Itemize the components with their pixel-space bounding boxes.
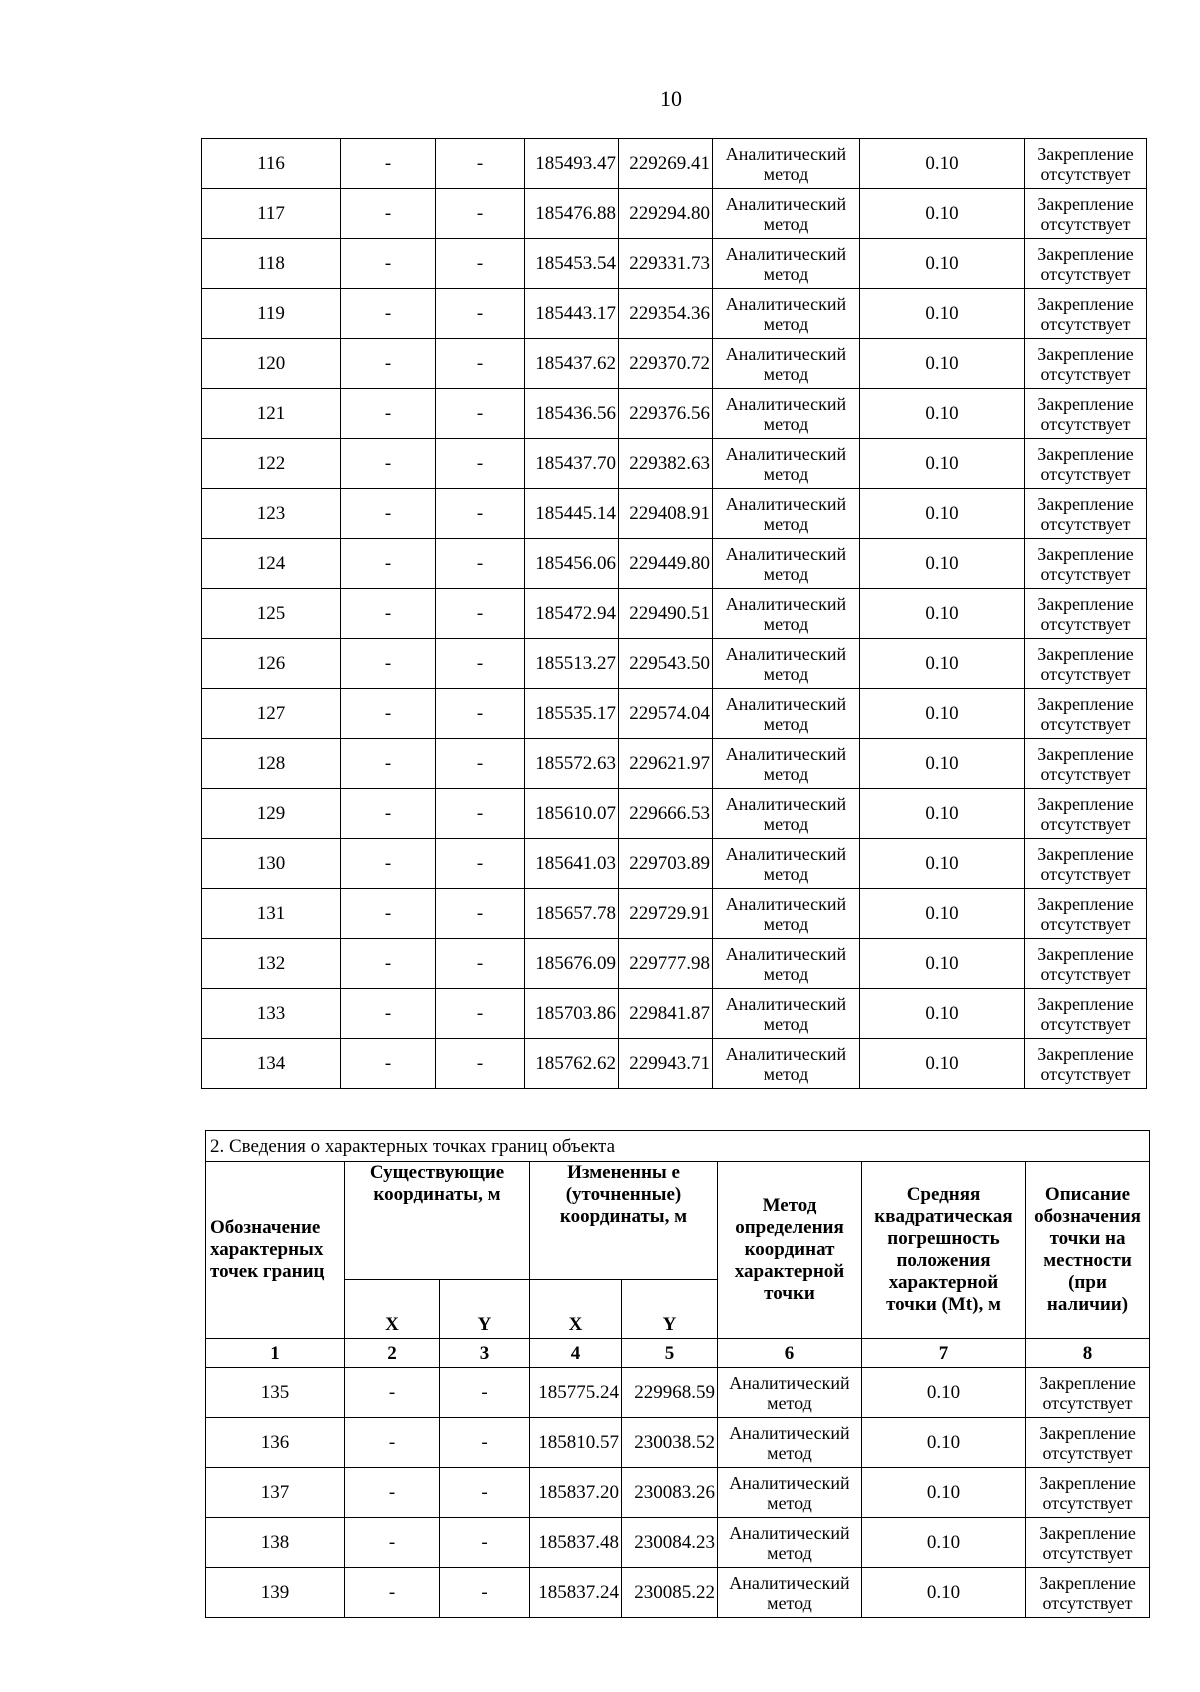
method-cell: Аналитический метод (713, 339, 860, 389)
changed-x-cell: 185676.09 (525, 939, 619, 989)
column-number: 2 (345, 1339, 440, 1368)
changed-x-cell: 185513.27 (525, 639, 619, 689)
method-cell: Аналитический метод (713, 539, 860, 589)
existing-y-cell: - (436, 439, 525, 489)
description-cell: Закрепление отсутствует (1025, 839, 1147, 889)
point-number-cell: 125 (202, 589, 341, 639)
table2-body (206, 1131, 1150, 1618)
changed-y-cell: 229841.87 (619, 989, 713, 1039)
changed-x-cell: 185641.03 (525, 839, 619, 889)
header-method: Метод определения координат характерной точки (718, 1162, 862, 1339)
description-cell: Закрепление отсутствует (1025, 739, 1147, 789)
table-row (206, 1418, 1150, 1468)
header-changed-x: X (530, 1280, 622, 1339)
existing-x-cell: - (341, 789, 436, 839)
description-cell: Закрепление отсутствует (1026, 1518, 1150, 1568)
existing-y-cell: - (436, 789, 525, 839)
table-row (202, 539, 1147, 589)
existing-x-cell: - (341, 339, 436, 389)
method-cell: Аналитический метод (718, 1368, 862, 1418)
column-number: 7 (862, 1339, 1026, 1368)
point-number-cell: 134 (202, 1039, 341, 1089)
column-number: 1 (206, 1339, 345, 1368)
table-row (202, 789, 1147, 839)
header-existing-x: X (345, 1280, 440, 1339)
accuracy-cell: 0.10 (860, 1039, 1025, 1089)
description-cell: Закрепление отсутствует (1025, 339, 1147, 389)
description-cell: Закрепление отсутствует (1025, 689, 1147, 739)
description-cell: Закрепление отсутствует (1025, 489, 1147, 539)
existing-x-cell: - (341, 589, 436, 639)
method-cell: Аналитический метод (713, 489, 860, 539)
table-row (202, 139, 1147, 189)
changed-x-cell: 185837.48 (530, 1518, 622, 1568)
accuracy-cell: 0.10 (860, 489, 1025, 539)
table-row (206, 1468, 1150, 1518)
table-row (202, 689, 1147, 739)
description-cell: Закрепление отсутствует (1025, 389, 1147, 439)
accuracy-cell: 0.10 (862, 1568, 1026, 1618)
page-number: 10 (660, 86, 682, 111)
table-row (206, 1368, 1150, 1418)
accuracy-cell: 0.10 (862, 1468, 1026, 1518)
changed-x-cell: 185535.17 (525, 689, 619, 739)
method-cell: Аналитический метод (713, 239, 860, 289)
column-number: 3 (440, 1339, 530, 1368)
changed-x-cell: 185453.54 (525, 239, 619, 289)
existing-y-cell: - (436, 339, 525, 389)
method-cell: Аналитический метод (713, 289, 860, 339)
description-cell: Закрепление отсутствует (1025, 189, 1147, 239)
method-cell: Аналитический метод (713, 639, 860, 689)
method-cell: Аналитический метод (713, 189, 860, 239)
changed-x-cell: 185837.20 (530, 1468, 622, 1518)
existing-y-cell: - (440, 1418, 530, 1468)
description-cell: Закрепление отсутствует (1025, 539, 1147, 589)
changed-x-cell: 185703.86 (525, 989, 619, 1039)
point-number-cell: 122 (202, 439, 341, 489)
description-cell: Закрепление отсутствует (1025, 239, 1147, 289)
existing-x-cell: - (341, 489, 436, 539)
accuracy-cell: 0.10 (860, 589, 1025, 639)
changed-y-cell: 229621.97 (619, 739, 713, 789)
existing-x-cell: - (341, 139, 436, 189)
point-number-cell: 118 (202, 239, 341, 289)
table-row (202, 889, 1147, 939)
point-number-cell: 123 (202, 489, 341, 539)
table-row (206, 1518, 1150, 1568)
changed-y-cell: 229777.98 (619, 939, 713, 989)
existing-y-cell: - (436, 939, 525, 989)
changed-y-cell: 229703.89 (619, 839, 713, 889)
changed-x-cell: 185837.24 (530, 1568, 622, 1618)
accuracy-cell: 0.10 (860, 539, 1025, 589)
changed-x-cell: 185436.56 (525, 389, 619, 439)
existing-y-cell: - (436, 689, 525, 739)
method-cell: Аналитический метод (713, 989, 860, 1039)
existing-x-cell: - (341, 1039, 436, 1089)
existing-x-cell: - (345, 1418, 440, 1468)
changed-y-cell: 230085.22 (622, 1568, 718, 1618)
method-cell: Аналитический метод (718, 1568, 862, 1618)
accuracy-cell: 0.10 (860, 789, 1025, 839)
changed-x-cell: 185762.62 (525, 1039, 619, 1089)
table-row (202, 589, 1147, 639)
header-existing-y: Y (440, 1280, 530, 1339)
point-number-cell: 120 (202, 339, 341, 389)
existing-y-cell: - (436, 839, 525, 889)
existing-x-cell: - (341, 689, 436, 739)
point-number-cell: 121 (202, 389, 341, 439)
existing-y-cell: - (436, 389, 525, 439)
existing-x-cell: - (345, 1468, 440, 1518)
accuracy-cell: 0.10 (860, 839, 1025, 889)
description-cell: Закрепление отсутствует (1025, 1039, 1147, 1089)
existing-y-cell: - (436, 139, 525, 189)
method-cell: Аналитический метод (713, 439, 860, 489)
table-row (202, 839, 1147, 889)
description-cell: Закрепление отсутствует (1026, 1468, 1150, 1518)
existing-x-cell: - (345, 1368, 440, 1418)
method-cell: Аналитический метод (713, 789, 860, 839)
changed-y-cell: 229354.36 (619, 289, 713, 339)
description-cell: Закрепление отсутствует (1025, 439, 1147, 489)
existing-x-cell: - (341, 889, 436, 939)
changed-y-cell: 229382.63 (619, 439, 713, 489)
method-cell: Аналитический метод (713, 889, 860, 939)
description-cell: Закрепление отсутствует (1026, 1418, 1150, 1468)
method-cell: Аналитический метод (713, 389, 860, 439)
table-row (202, 189, 1147, 239)
table-row (206, 1568, 1150, 1618)
accuracy-cell: 0.10 (860, 889, 1025, 939)
point-number-cell: 119 (202, 289, 341, 339)
accuracy-cell: 0.10 (860, 189, 1025, 239)
accuracy-cell: 0.10 (862, 1368, 1026, 1418)
accuracy-cell: 0.10 (860, 639, 1025, 689)
table-row (202, 1039, 1147, 1089)
header-accuracy: Средняя квадратическая погрешность положения характерной точки (Mt), м (862, 1162, 1026, 1339)
existing-x-cell: - (341, 539, 436, 589)
description-cell: Закрепление отсутствует (1026, 1568, 1150, 1618)
existing-x-cell: - (341, 439, 436, 489)
column-number: 4 (530, 1339, 622, 1368)
method-cell: Аналитический метод (718, 1468, 862, 1518)
existing-y-cell: - (440, 1368, 530, 1418)
boundary-points-table (205, 1130, 1150, 1618)
header-existing-coords: Существующие координаты, м (345, 1162, 530, 1280)
existing-y-cell: - (440, 1518, 530, 1568)
accuracy-cell: 0.10 (862, 1418, 1026, 1468)
point-number-cell: 136 (206, 1418, 345, 1468)
point-number-cell: 132 (202, 939, 341, 989)
existing-y-cell: - (436, 589, 525, 639)
table1-body (202, 139, 1147, 1089)
boundary-points-table-continued (201, 138, 1147, 1089)
point-number-cell: 128 (202, 739, 341, 789)
method-cell: Аналитический метод (713, 589, 860, 639)
point-number-cell: 127 (202, 689, 341, 739)
changed-x-cell: 185443.17 (525, 289, 619, 339)
description-cell: Закрепление отсутствует (1026, 1368, 1150, 1418)
existing-y-cell: - (436, 489, 525, 539)
accuracy-cell: 0.10 (860, 389, 1025, 439)
accuracy-cell: 0.10 (860, 139, 1025, 189)
changed-y-cell: 229331.73 (619, 239, 713, 289)
existing-x-cell: - (341, 289, 436, 339)
accuracy-cell: 0.10 (860, 739, 1025, 789)
existing-x-cell: - (341, 739, 436, 789)
changed-x-cell: 185437.70 (525, 439, 619, 489)
changed-x-cell: 185775.24 (530, 1368, 622, 1418)
table-row (202, 939, 1147, 989)
accuracy-cell: 0.10 (860, 939, 1025, 989)
method-cell: Аналитический метод (713, 139, 860, 189)
table-row (202, 439, 1147, 489)
point-number-cell: 131 (202, 889, 341, 939)
header-changed-y: Y (622, 1280, 718, 1339)
changed-y-cell: 229269.41 (619, 139, 713, 189)
existing-y-cell: - (436, 739, 525, 789)
changed-y-cell: 229968.59 (622, 1368, 718, 1418)
accuracy-cell: 0.10 (860, 339, 1025, 389)
header-designation: Обозначение характерных точек границ (206, 1162, 345, 1339)
method-cell: Аналитический метод (713, 689, 860, 739)
existing-y-cell: - (436, 889, 525, 939)
accuracy-cell: 0.10 (860, 239, 1025, 289)
point-number-cell: 130 (202, 839, 341, 889)
description-cell: Закрепление отсутствует (1025, 789, 1147, 839)
description-cell: Закрепление отсутствует (1025, 939, 1147, 989)
column-number: 8 (1026, 1339, 1150, 1368)
existing-y-cell: - (436, 289, 525, 339)
existing-y-cell: - (436, 1039, 525, 1089)
method-cell: Аналитический метод (713, 739, 860, 789)
table-row (202, 989, 1147, 1039)
accuracy-cell: 0.10 (860, 989, 1025, 1039)
method-cell: Аналитический метод (713, 839, 860, 889)
table-row (202, 339, 1147, 389)
changed-x-cell: 185493.47 (525, 139, 619, 189)
existing-y-cell: - (440, 1468, 530, 1518)
existing-x-cell: - (341, 389, 436, 439)
changed-x-cell: 185445.14 (525, 489, 619, 539)
changed-x-cell: 185810.57 (530, 1418, 622, 1468)
accuracy-cell: 0.10 (860, 439, 1025, 489)
changed-y-cell: 229666.53 (619, 789, 713, 839)
existing-x-cell: - (341, 939, 436, 989)
changed-x-cell: 185476.88 (525, 189, 619, 239)
table-caption: 2. Сведения о характерных точках границ объекта (206, 1131, 1150, 1162)
point-number-cell: 116 (202, 139, 341, 189)
changed-y-cell: 229543.50 (619, 639, 713, 689)
accuracy-cell: 0.10 (860, 689, 1025, 739)
changed-x-cell: 185472.94 (525, 589, 619, 639)
header-description: Описание обозначения точки на местности (при наличии) (1026, 1162, 1150, 1339)
existing-x-cell: - (345, 1568, 440, 1618)
changed-y-cell: 229943.71 (619, 1039, 713, 1089)
table-row (202, 389, 1147, 439)
point-number-cell: 135 (206, 1368, 345, 1418)
point-number-cell: 124 (202, 539, 341, 589)
table-row (202, 289, 1147, 339)
header-row (206, 1162, 1150, 1280)
existing-y-cell: - (436, 639, 525, 689)
existing-x-cell: - (341, 239, 436, 289)
changed-y-cell: 229729.91 (619, 889, 713, 939)
table-row (202, 489, 1147, 539)
changed-y-cell: 229370.72 (619, 339, 713, 389)
table-row (202, 639, 1147, 689)
existing-y-cell: - (436, 189, 525, 239)
accuracy-cell: 0.10 (860, 289, 1025, 339)
description-cell: Закрепление отсутствует (1025, 139, 1147, 189)
changed-y-cell: 229574.04 (619, 689, 713, 739)
changed-x-cell: 185456.06 (525, 539, 619, 589)
point-number-cell: 126 (202, 639, 341, 689)
existing-x-cell: - (341, 189, 436, 239)
method-cell: Аналитический метод (718, 1418, 862, 1468)
existing-x-cell: - (341, 639, 436, 689)
column-number: 5 (622, 1339, 718, 1368)
header-changed-coords: Измененны е (уточненные) координаты, м (530, 1162, 718, 1280)
description-cell: Закрепление отсутствует (1025, 589, 1147, 639)
changed-y-cell: 230084.23 (622, 1518, 718, 1568)
existing-x-cell: - (341, 839, 436, 889)
existing-y-cell: - (436, 989, 525, 1039)
existing-y-cell: - (440, 1568, 530, 1618)
changed-x-cell: 185610.07 (525, 789, 619, 839)
method-cell: Аналитический метод (713, 939, 860, 989)
changed-y-cell: 230038.52 (622, 1418, 718, 1468)
description-cell: Закрепление отсутствует (1025, 889, 1147, 939)
changed-y-cell: 229294.80 (619, 189, 713, 239)
existing-x-cell: - (345, 1518, 440, 1568)
column-number: 6 (718, 1339, 862, 1368)
changed-y-cell: 229376.56 (619, 389, 713, 439)
existing-y-cell: - (436, 239, 525, 289)
changed-y-cell: 230083.26 (622, 1468, 718, 1518)
point-number-cell: 133 (202, 989, 341, 1039)
existing-y-cell: - (436, 539, 525, 589)
method-cell: Аналитический метод (718, 1518, 862, 1568)
column-number-row (206, 1339, 1150, 1368)
point-number-cell: 138 (206, 1518, 345, 1568)
changed-x-cell: 185657.78 (525, 889, 619, 939)
table-row (202, 239, 1147, 289)
description-cell: Закрепление отсутствует (1025, 989, 1147, 1039)
changed-y-cell: 229449.80 (619, 539, 713, 589)
table-row (202, 739, 1147, 789)
point-number-cell: 139 (206, 1568, 345, 1618)
changed-y-cell: 229490.51 (619, 589, 713, 639)
point-number-cell: 129 (202, 789, 341, 839)
method-cell: Аналитический метод (713, 1039, 860, 1089)
point-number-cell: 137 (206, 1468, 345, 1518)
point-number-cell: 117 (202, 189, 341, 239)
changed-x-cell: 185437.62 (525, 339, 619, 389)
accuracy-cell: 0.10 (862, 1518, 1026, 1568)
changed-x-cell: 185572.63 (525, 739, 619, 789)
description-cell: Закрепление отсутствует (1025, 289, 1147, 339)
description-cell: Закрепление отсутствует (1025, 639, 1147, 689)
table-caption-row (206, 1131, 1150, 1162)
existing-x-cell: - (341, 989, 436, 1039)
changed-y-cell: 229408.91 (619, 489, 713, 539)
